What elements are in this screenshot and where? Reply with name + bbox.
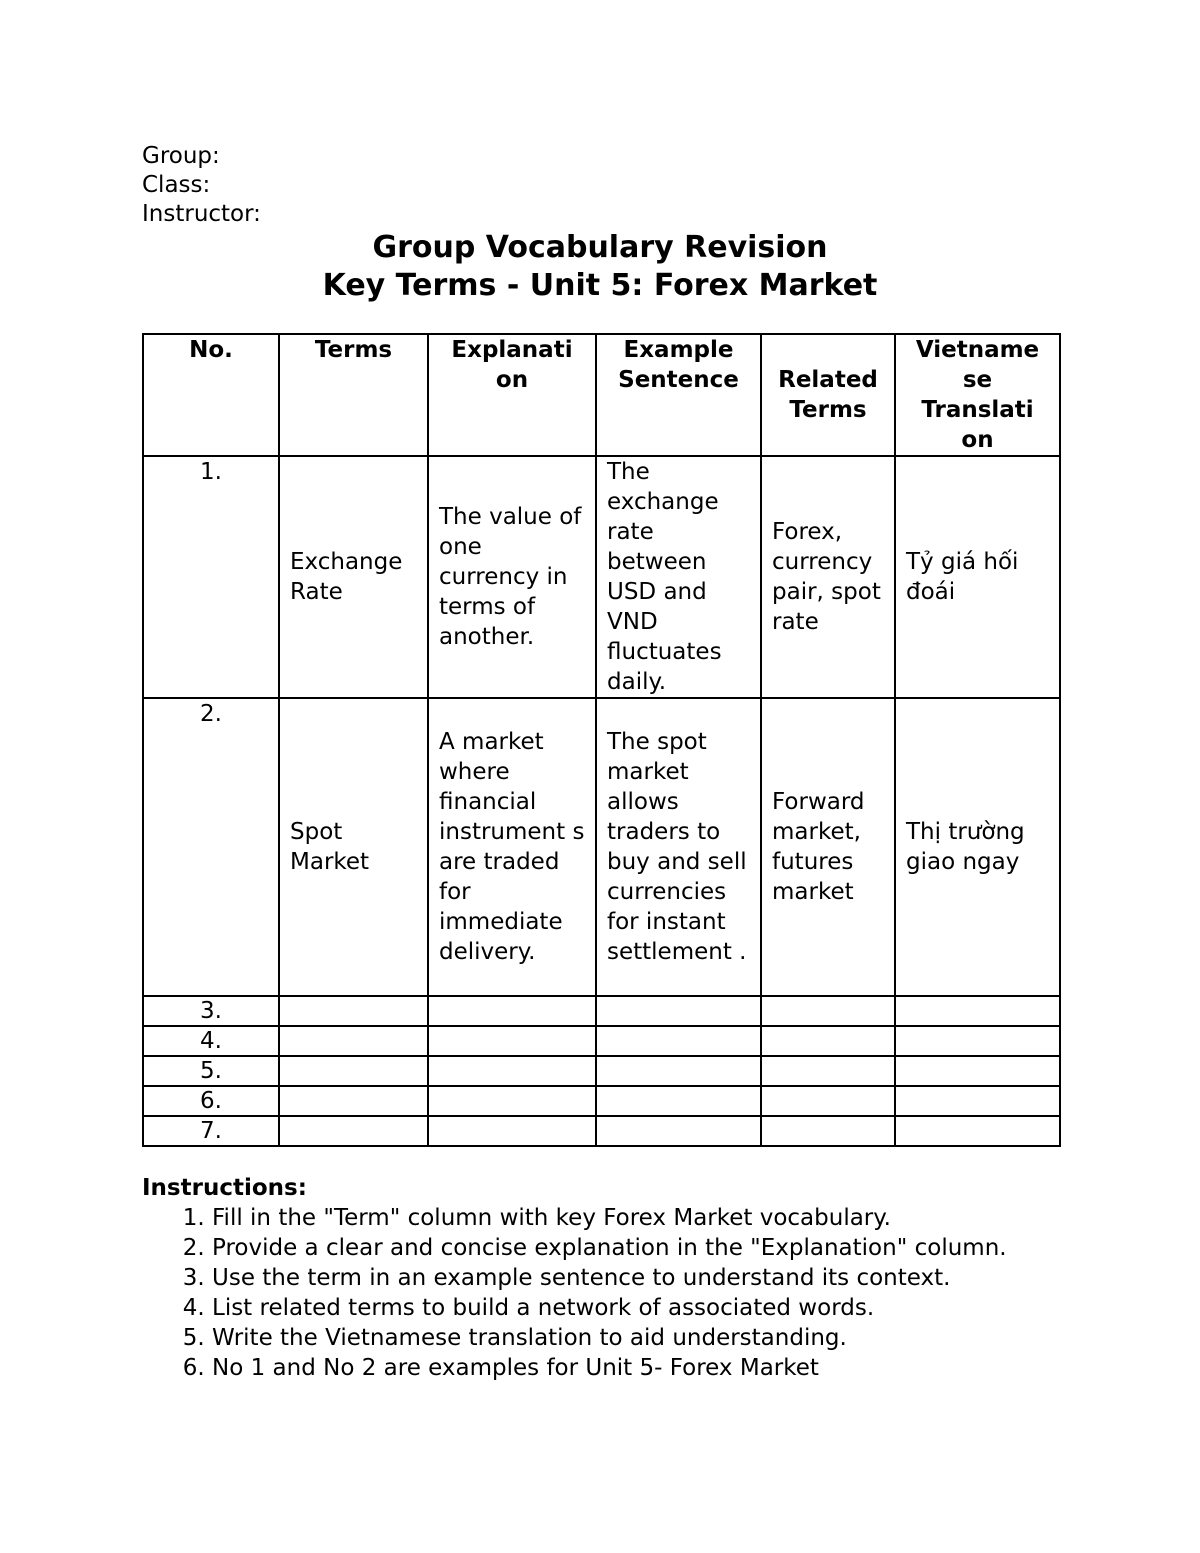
instructions-heading: Instructions: [142,1175,307,1201]
example-cell[interactable] [596,1116,761,1146]
table-row [143,456,1060,698]
row-number: 6. [143,1086,279,1116]
explanation-cell[interactable] [428,996,596,1026]
table-row [143,1116,1060,1146]
row-number: 4. [143,1026,279,1056]
instructor-label: Instructor: [142,201,261,227]
header-no: No. [143,334,279,456]
group-label: Group: [142,143,220,169]
table-row [143,1026,1060,1056]
example-cell[interactable] [596,996,761,1026]
explanation-cell[interactable] [428,1086,596,1116]
related-terms-cell[interactable] [761,996,895,1026]
list-item: 5. Write the Vietnamese translation to aid understanding. [212,1323,1062,1353]
related-terms-cell[interactable] [761,1056,895,1086]
instructions-list [142,1203,1062,1383]
row-number: 3. [143,996,279,1026]
list-item: 1. Fill in the "Term" column with key Forex Market vocabulary. [212,1203,1062,1233]
vietnamese-cell[interactable] [895,996,1060,1026]
vietnamese-cell[interactable] [895,1086,1060,1116]
explanation-cell[interactable] [428,1056,596,1086]
term-cell[interactable] [279,1056,428,1086]
title-line-2: Key Terms - Unit 5: Forex Market [322,268,878,303]
list-item: 3. Use the term in an example sentence to understand its context. [212,1263,1062,1293]
explanation-cell[interactable] [428,1026,596,1056]
term-cell[interactable] [279,996,428,1026]
header-example-sentence: Example Sentence [596,334,761,456]
vietnamese-cell: Tỷ giá hối đoái [895,456,1060,698]
table-row [143,1056,1060,1086]
example-cell[interactable] [596,1086,761,1116]
related-terms-cell: Forward market, futures market [761,698,895,996]
related-terms-cell: Forex, currency pair, spot rate [761,456,895,698]
example-cell: The exchange rate between USD and VND fluctuates daily. [596,456,761,698]
list-item: 6. No 1 and No 2 are examples for Unit 5- Forex Market [212,1353,1062,1383]
instructions-section [142,1173,1062,1383]
explanation-cell: A market where financial instrument s are traded for immediate delivery. [428,698,596,996]
example-cell: The spot market allows traders to buy and sell currencies for instant settlement . [596,698,761,996]
term-cell: Exchange Rate [279,456,428,698]
table-row [143,698,1060,996]
row-number: 1. [143,456,279,698]
related-terms-cell[interactable] [761,1116,895,1146]
header-related-terms: Related Terms [761,334,895,456]
explanation-cell[interactable] [428,1116,596,1146]
class-label: Class: [142,172,211,198]
row-number: 2. [143,698,279,996]
table-row [143,1086,1060,1116]
header-explanation: Explanati on [428,334,596,456]
explanation-cell: The value of one currency in terms of another. [428,456,596,698]
vocabulary-table [142,333,1061,1147]
row-number: 5. [143,1056,279,1086]
vietnamese-cell[interactable] [895,1026,1060,1056]
list-item: 2. Provide a clear and concise explanation in the "Explanation" column. [212,1233,1062,1263]
list-item: 4. List related terms to build a network of associated words. [212,1293,1062,1323]
example-cell[interactable] [596,1026,761,1056]
term-cell[interactable] [279,1116,428,1146]
example-cell[interactable] [596,1056,761,1086]
vietnamese-cell[interactable] [895,1056,1060,1086]
vietnamese-cell: Thị trường giao ngay [895,698,1060,996]
header-terms: Terms [279,334,428,456]
term-cell[interactable] [279,1086,428,1116]
related-terms-cell[interactable] [761,1086,895,1116]
header-fields [142,142,261,229]
vietnamese-cell[interactable] [895,1116,1060,1146]
header-vietnamese-translation: Vietname se Translati on [895,334,1060,456]
title-line-1: Group Vocabulary Revision [372,230,828,265]
term-cell: Spot Market [279,698,428,996]
table-header-row [143,334,1060,456]
related-terms-cell[interactable] [761,1026,895,1056]
term-cell[interactable] [279,1026,428,1056]
document-title [0,229,1200,305]
table-row [143,996,1060,1026]
row-number: 7. [143,1116,279,1146]
